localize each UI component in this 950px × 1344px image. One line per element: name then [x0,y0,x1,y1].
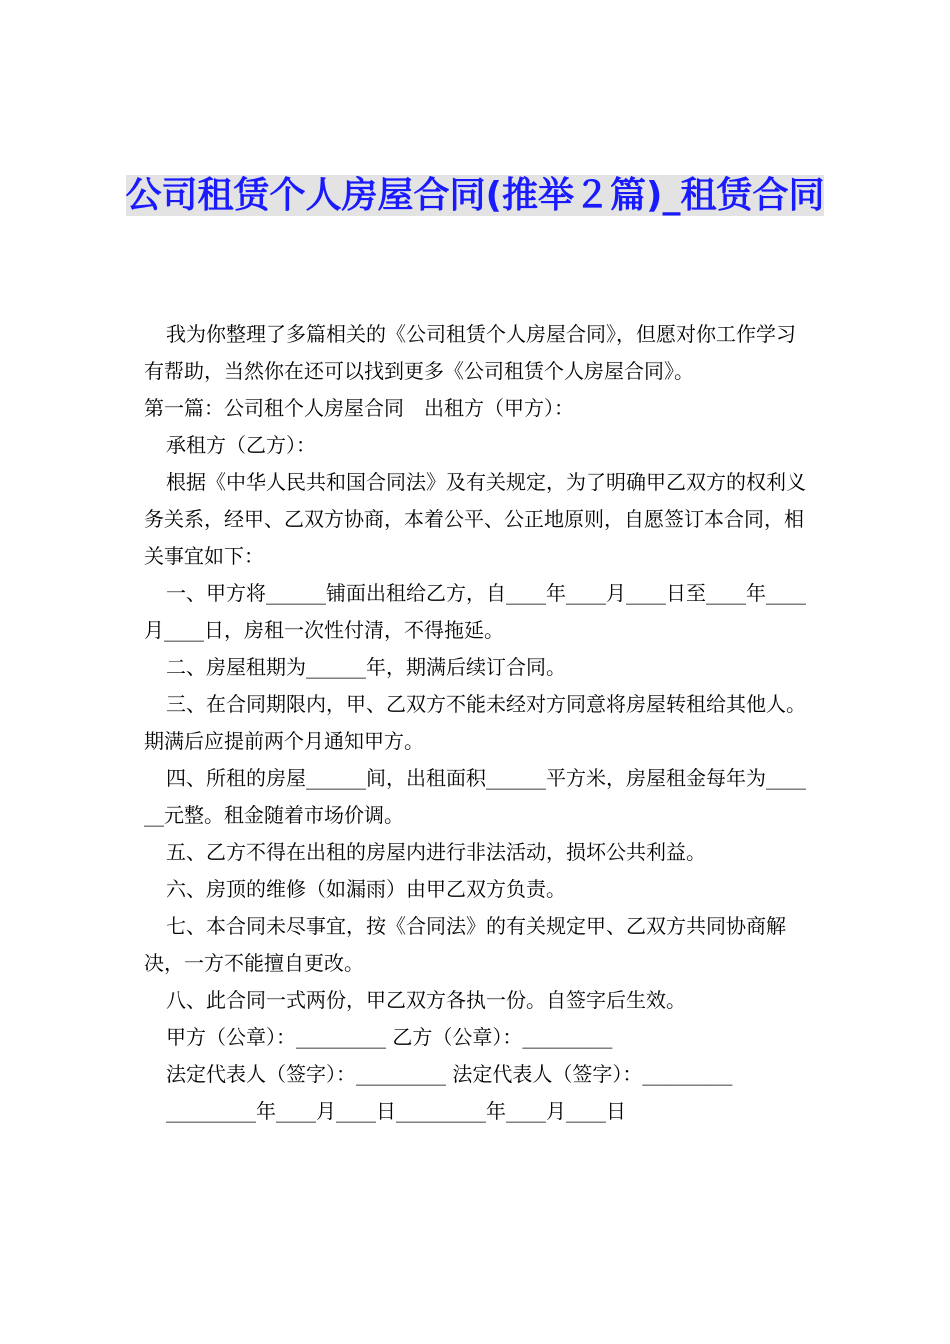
paragraph-heading-first: 第一篇：公司租个人房屋合同 出租方（甲方）： [144,396,574,420]
document-title-text: 公司租赁个人房屋合同(推举２篇)_租赁合同 [125,175,825,216]
clause-1: 一、甲方将______铺面出租给乙方，自____年____月____日至____年____月____日，房租一次性付清，不得拖延。 [144,581,806,642]
clause-6: 六、房顶的维修（如漏雨）由甲乙双方负责。 [166,877,566,901]
clause-2: 二、房屋租期为______年，期满后续订合同。 [166,655,566,679]
signature-seals: 甲方（公章）：_________ 乙方（公章）：_________ [166,1025,613,1049]
signature-representatives: 法定代表人（签字）：_________ 法定代表人（签字）：_________ [166,1062,733,1086]
clause-8: 八、此合同一式两份，甲乙双方各执一份。自签字后生效。 [166,988,686,1012]
paragraph-lessee: 承租方（乙方）： [166,433,316,457]
signature-dates: _________年____月____日_________年____月____日 [166,1099,626,1123]
document-body [144,316,808,1130]
clause-3: 三、在合同期限内，甲、乙双方不能未经对方同意将房屋转租给其他人。期满后应提前两个月通知甲方。 [144,692,806,753]
clause-7: 七、本合同未尽事宜，按《合同法》的有关规定甲、乙双方共同协商解决，一方不能擅自更改。 [144,914,786,975]
clause-5: 五、乙方不得在出租的房屋内进行非法活动，损坏公共利益。 [166,840,706,864]
paragraph-basis: 根据《中华人民共和国合同法》及有关规定，为了明确甲乙双方的权利义务关系，经甲、乙双方协商，本着公平、公正地原则，自愿签订本合同，相关事宜如下： [144,470,806,568]
document-title [120,170,830,222]
clause-4: 四、所租的房屋______间，出租面积______平方米，房屋租金每年为______元整。租金随着市场价调。 [144,766,806,827]
paragraph-intro: 我为你整理了多篇相关的《公司租赁个人房屋合同》，但愿对你工作学习有帮助，当然你在还可以找到更多《公司租赁个人房屋合同》。 [144,322,796,383]
